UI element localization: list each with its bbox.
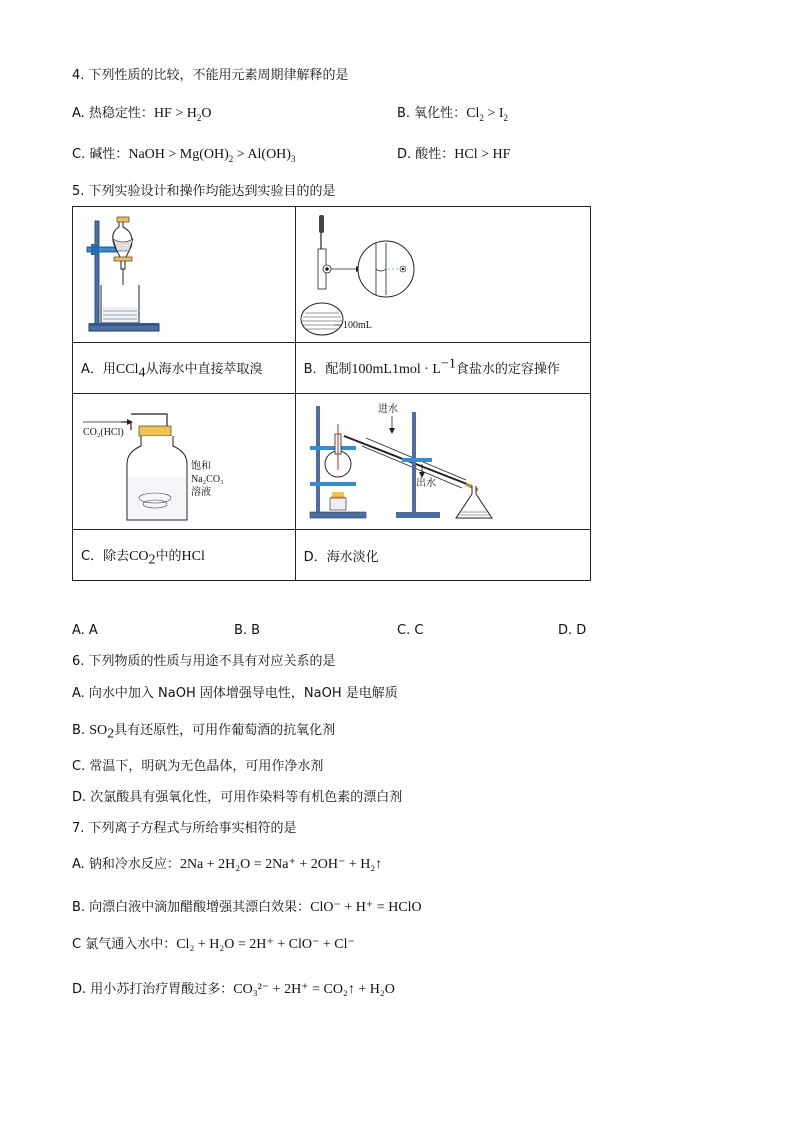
q7-option-d[interactable]: D. 用小苏打治疗胃酸过多：CO₃²⁻ + 2H⁺ = CO₂↑ + H₂O <box>72 982 395 997</box>
q4-stem: 4. 下列性质的比较，不能用元素周期律解释的是 <box>72 68 349 83</box>
q4-option-c-formula: NaOH > $Mg(OH)_2 > Al(OH)_3$ <box>128 147 296 164</box>
q5-choice-b[interactable]: B. B <box>234 623 261 638</box>
volumetric-flask-figure <box>296 207 592 342</box>
solution-label-3: 溶液 <box>191 487 211 498</box>
solution-label-2: Na₂CO₃ <box>191 474 224 485</box>
q5-choice-a[interactable]: A. A <box>72 623 98 638</box>
q6-option-b[interactable]: B. $SO_2$具有还原性，可用作葡萄酒的抗氧化剂 <box>72 723 336 742</box>
q7-stem: 7. 下列离子方程式与所给事实相符的是 <box>72 821 297 836</box>
q4-option-b-formula: $Cl_2 > I_2$ <box>466 106 508 123</box>
q4-option-a-label: A. 热稳定性： <box>72 106 154 121</box>
q4-option-d-formula: HCl > HF <box>454 147 511 162</box>
figure-c-gas-washing <box>73 394 296 530</box>
gas-washing-bottle-figure <box>73 394 296 529</box>
distillation-figure <box>296 394 592 529</box>
q4-option-c[interactable] <box>72 146 295 164</box>
figure-d-distillation <box>295 394 590 530</box>
q5-choice-d[interactable]: D. D <box>558 623 587 638</box>
q6-stem: 6. 下列物质的性质与用途不具有对应关系的是 <box>72 654 336 669</box>
q4-option-d[interactable] <box>397 146 510 164</box>
caption-a: A．用CCl$_4$从海水中直接萃取溴 <box>73 343 296 394</box>
caption-c: C．除去$CO_2$中的HCl <box>73 530 296 581</box>
q7-option-b[interactable]: B. 向漂白液中滴加醋酸增强其漂白效果：ClO⁻ + H⁺ = HClO <box>72 900 422 915</box>
caption-d: D．海水淡化 <box>295 530 590 581</box>
q4-option-b[interactable] <box>397 105 508 123</box>
q5-choice-c[interactable]: C. C <box>397 623 424 638</box>
q4-option-a-formula: HF > $H_2O$ <box>153 106 212 123</box>
caption-b: B．配制$100mL1mol \cdot L^{-1}$食盐水的定容操作 <box>295 343 590 394</box>
solution-label-1: 饱和 <box>191 461 211 472</box>
q4-option-d-label: D. 酸性： <box>397 147 455 162</box>
q5-experiment-table <box>72 206 591 581</box>
q7-option-a[interactable]: A. 钠和冷水反应：2Na + 2H₂O = 2Na⁺ + 2OH⁻ + H₂↑ <box>72 857 383 872</box>
water-in-label: 进水 <box>377 404 398 415</box>
q6-option-d[interactable]: D. 次氯酸具有强氧化性，可用作染料等有机色素的漂白剂 <box>72 790 403 805</box>
q6-option-c[interactable]: C. 常温下，明矾为无色晶体，可用作净水剂 <box>72 759 324 774</box>
q4-option-c-label: C. 碱性： <box>72 147 129 162</box>
q4-option-a[interactable] <box>72 105 211 123</box>
q4-option-b-label: B. 氧化性： <box>397 106 467 121</box>
figure-a-extraction <box>73 207 296 343</box>
q5-stem: 5. 下列实验设计和操作均能达到实验目的的是 <box>72 184 336 199</box>
figure-b-volumetric <box>295 207 590 343</box>
q6-option-a[interactable]: A. 向水中加入 NaOH 固体增强导电性，NaOH 是电解质 <box>72 686 398 701</box>
flask-volume-label: 100mL <box>342 320 372 331</box>
water-out-label: 出水 <box>415 478 436 489</box>
separatory-funnel-figure <box>73 207 296 342</box>
q7-option-c[interactable]: C 氯气通入水中：Cl₂ + H₂O = 2H⁺ + ClO⁻ + Cl⁻ <box>72 937 355 952</box>
gas-label: CO₂(HCl) <box>83 427 124 438</box>
